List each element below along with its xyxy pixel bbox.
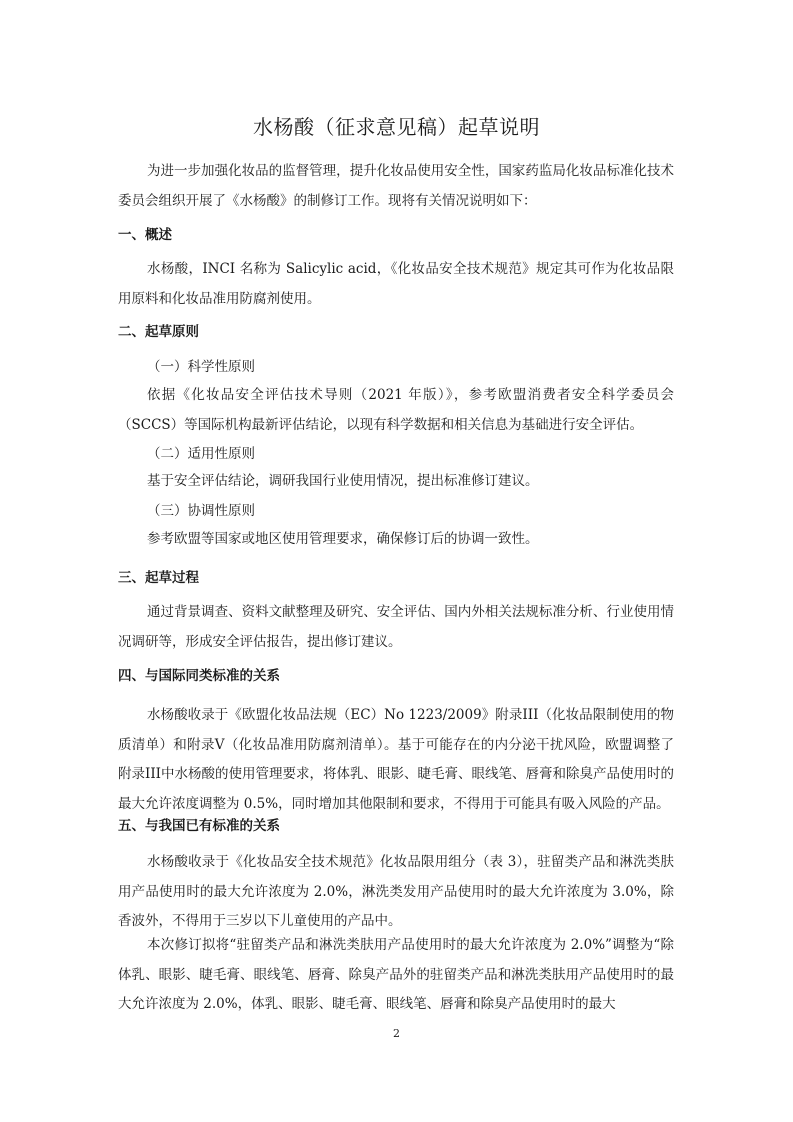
section-heading-overview: 一、概述: [118, 227, 172, 243]
domestic-paragraph-2: 本次修订拟将“驻留类产品和淋洗类肤用产品使用时的最大允许浓度为 2.0%”调整为“除体乳、眼影、睫毛膏、眼线笔、唇膏、除臭产品外的驻留类产品和淋洗类肤用产品使用时的最大允许浓度为 2.0%，体乳、眼影、睫毛膏、眼线笔、唇膏和除臭产品使用时的最大: [118, 937, 674, 1012]
subsection-label-coordination: （三）协调性原则: [147, 503, 255, 519]
overview-paragraph: 水杨酸，INCI 名称为 Salicylic acid，《化妆品安全技术规范》规定其可作为化妆品限用原料和化妆品准用防腐剂使用。: [118, 261, 674, 307]
process-paragraph: 通过背景调查、资料文献整理及研究、安全评估、国内外相关法规标准分析、行业使用情况调研等，形成安全评估报告，提出修订建议。: [118, 604, 674, 650]
section-heading-international: 四、与国际同类标准的关系: [118, 668, 280, 684]
subsection-text-applicability: 基于安全评估结论，调研我国行业使用情况，提出标准修订建议。: [147, 473, 539, 489]
subsection-label-applicability: （二）适用性原则: [147, 446, 255, 462]
intro-paragraph: 为进一步加强化妆品的监督管理，提升化妆品使用安全性，国家药监局化妆品标准化技术委员会组织开展了《水杨酸》的制修订工作。现将有关情况说明如下：: [118, 163, 674, 209]
domestic-paragraph-1: 水杨酸收录于《化妆品安全技术规范》化妆品限用组分（表 3），驻留类产品和淋洗类肤用产品使用时的最大允许浓度为 2.0%，淋洗类发用产品使用时的最大允许浓度为 3.0%，除香波外，不得用于三岁以下儿童使用的产品中。: [118, 854, 674, 929]
international-paragraph: 水杨酸收录于《欧盟化妆品法规（EC）No 1223/2009》附录III（化妆品限制使用的物质清单）和附录V（化妆品准用防腐剂清单）。基于可能存在的内分泌干扰风险，欧盟调整了附录III中水杨酸的使用管理要求，将体乳、眼影、睫毛膏、眼线笔、唇膏和除臭产品使用时的最大允许浓度调整为 0.5%，同时增加其他限制和要求，不得用于可能具有吸入风险的产品。: [118, 707, 674, 812]
subsection-label-scientific: （一）科学性原则: [147, 359, 255, 375]
section-heading-domestic: 五、与我国已有标准的关系: [118, 818, 280, 834]
page-number: 2: [393, 1027, 400, 1040]
subsection-text-coordination: 参考欧盟等国家或地区使用管理要求，确保修订后的协调一致性。: [147, 531, 539, 547]
subsection-text-scientific: 依据《化妆品安全评估技术导则（2021 年版）》，参考欧盟消费者安全科学委员会（SCCS）等国际机构最新评估结论，以现有科学数据和相关信息为基础进行安全评估。: [118, 387, 674, 433]
section-heading-principles: 二、起草原则: [118, 324, 199, 340]
section-heading-process: 三、起草过程: [118, 570, 199, 586]
page-title: 水杨酸（征求意见稿）起草说明: [253, 115, 540, 139]
